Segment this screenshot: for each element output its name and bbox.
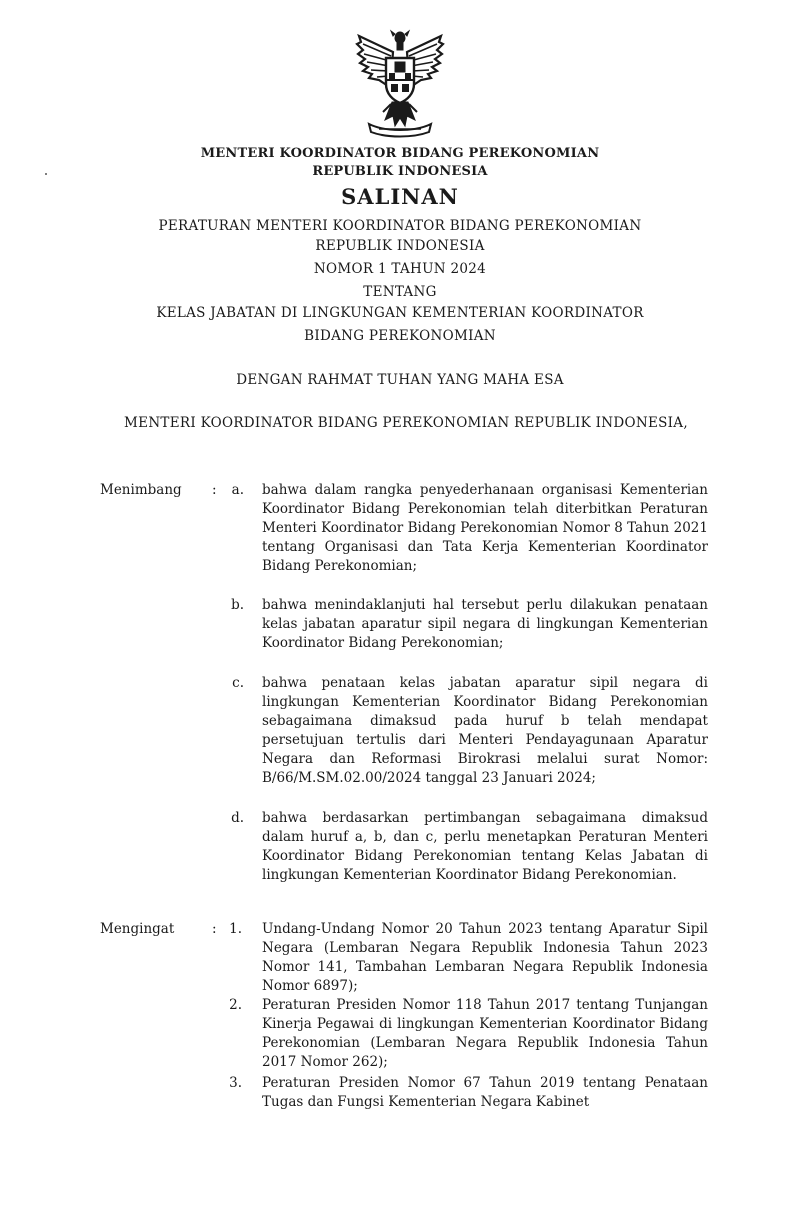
regulation-subject-line: BIDANG PEREKONOMIAN <box>304 328 496 344</box>
institution-country: REPUBLIK INDONESIA <box>312 164 488 179</box>
menimbang-item-d: bahwa berdasarkan pertimbangan sebagaimana dimaksud dalam huruf a, b, dan c, perlu menetapkan Peraturan Menteri Koordinator Bidang Perekonomian tentang Kelas Jabatan di lingkungan Kementerian Koordinator Bidang Perekonomian. <box>262 810 708 883</box>
item-marker: 2. <box>229 997 242 1013</box>
menimbang-colon: : <box>212 482 217 498</box>
item-marker: d. <box>231 810 244 826</box>
item-marker: 1. <box>229 921 242 937</box>
item-marker: b. <box>231 597 244 613</box>
item-marker: a. <box>231 482 244 498</box>
institution-name: MENTERI KOORDINATOR BIDANG PEREKONOMIAN <box>200 146 600 161</box>
mengingat-item-2: Peraturan Presiden Nomor 118 Tahun 2017 tentang Tunjangan Kinerja Pegawai di lingkungan Kementerian Koordinator Bidang Perekonomian (Lembaran Negara Republik Indonesia Tahun 2017 Nomor 262); <box>262 997 708 1070</box>
item-marker: 3. <box>229 1075 242 1091</box>
regulation-title-line: REPUBLIK INDONESIA <box>315 238 485 254</box>
menimbang-item-b: bahwa menindaklanjuti hal tersebut perlu dilakukan penataan kelas jabatan aparatur sipil negara di lingkungan Kementerian Koordinator Bidang Perekonomian; <box>262 597 708 651</box>
mengingat-label: Mengingat <box>100 921 175 937</box>
mengingat-colon: : <box>212 921 217 937</box>
regulation-number: NOMOR 1 TAHUN 2024 <box>313 261 487 277</box>
menimbang-item-c: bahwa penataan kelas jabatan aparatur sipil negara di lingkungan Kementerian Koordinator Bidang Perekonomian sebagaimana dimaksud pada huruf b telah mendapat persetujuan tertulis dari Menteri Pendayagunaan Aparatur Negara dan Reformasi Birokrasi melalui surat Nomor: B/66/M.SM.02.00/2024 tanggal 23 Januari 2024; <box>262 675 708 786</box>
mengingat-item-3: Peraturan Presiden Nomor 67 Tahun 2019 tentang Penataan Tugas dan Fungsi Kementerian Negara Kabinet <box>262 1075 708 1110</box>
menimbang-item-a: bahwa dalam rangka penyederhanaan organisasi Kementerian Koordinator Bidang Perekonomian telah diterbitkan Peraturan Menteri Koordinator Bidang Perekonomian Nomor 8 Tahun 2021 tentang Organisasi dan Tata Kerja Kementerian Koordinator Bidang Perekonomian; <box>262 482 708 574</box>
issuer: MENTERI KOORDINATOR BIDANG PEREKONOMIAN REPUBLIK INDONESIA, <box>124 415 688 431</box>
item-marker: c. <box>232 675 244 691</box>
invocation: DENGAN RAHMAT TUHAN YANG MAHA ESA <box>236 372 564 388</box>
regulation-title-line: PERATURAN MENTERI KOORDINATOR BIDANG PEREKONOMIAN <box>158 218 642 234</box>
regulation-tentang: TENTANG <box>363 284 437 300</box>
salinan-stamp: SALINAN <box>341 184 459 209</box>
garuda-emblem-icon <box>355 28 445 140</box>
mengingat-item-1: Undang-Undang Nomor 20 Tahun 2023 tentang Aparatur Sipil Negara (Lembaran Negara Republik Indonesia Tahun 2023 Nomor 141, Tambahan Lembaran Negara Republik Indonesia Nomor 6897); <box>262 921 708 994</box>
menimbang-label: Menimbang <box>100 482 182 498</box>
regulation-subject-line: KELAS JABATAN DI LINGKUNGAN KEMENTERIAN KOORDINATOR <box>156 305 644 321</box>
